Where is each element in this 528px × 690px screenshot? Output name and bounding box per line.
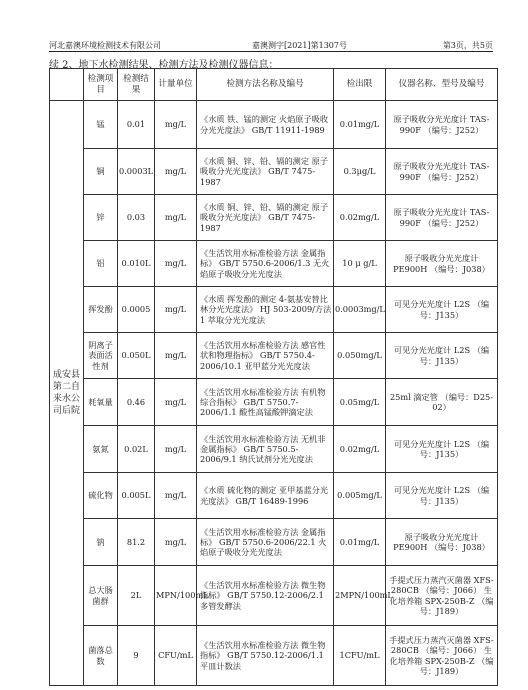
site-cell: 成安县第二自来水公司后院 [50,101,84,686]
limit-cell: 1CFU/mL [334,626,386,686]
result-cell: 81.2 [118,519,155,566]
method-cell: 《生活饮用水标准检验方法 有机物综合指标》 GB/T 5750.7-2006/1.1 酸性高锰酸钾滴定法 [197,379,334,426]
limit-cell: 0.05mg/L [334,379,386,426]
item-cell: 锰 [84,101,118,149]
limit-cell: 0.0003mg/L [334,287,386,333]
method-cell: 《生活饮用水标准检验方法 感官性状和物理指标》 GB/T 5750.4-2006/10.1 亚甲蓝分光光度法 [197,333,334,379]
item-cell: 氨氮 [84,426,118,473]
instrument-cell: 25ml 滴定管 （编号：D25-02） [386,379,498,426]
header-cell-result: 检测结果 [118,69,155,101]
unit-cell: mg/L [155,426,197,473]
result-cell: 0.010L [118,241,155,287]
instrument-cell: 可见分光光度计 L2S （编号：J135） [386,333,498,379]
header-cell-unit: 计量单位 [155,69,197,101]
unit-cell: mg/L [155,519,197,566]
unit-cell: mg/L [155,241,197,287]
unit-cell: mg/L [155,195,197,241]
unit-cell: mg/L [155,287,197,333]
table-row [50,519,498,566]
result-cell: 0.46 [118,379,155,426]
instrument-cell: 原子吸收分光光度计 TAS-990F （编号：J252） [386,101,498,149]
limit-cell: 0.005mg/L [334,473,386,519]
result-cell: 0.050L [118,333,155,379]
table-row [50,566,498,626]
section-title: 续 2、地下水检测结果、检测方法及检测仪器信息： [49,60,279,71]
limit-cell: 0.3μg/L [334,149,386,195]
table-header-row [50,69,498,101]
method-cell: 《生活饮用水标准检验方法 金属指标》 GB/T 5750.6-2006/22.1 火焰原子吸收分光光度法 [197,519,334,566]
item-cell: 铜 [84,149,118,195]
table-row [50,426,498,473]
item-cell: 挥发酚 [84,287,118,333]
instrument-cell: 原子吸收分光光度计 PE900H （编号：J038） [386,519,498,566]
page-header [49,39,493,52]
method-cell: 《水质 铁、锰的测定 火焰原子吸收分光光度法》 GB/T 11911-1989 [197,101,334,149]
header-cell-method: 检测方法名称及编号 [197,69,334,101]
result-cell: 0.0005 [118,287,155,333]
item-cell: 钠 [84,519,118,566]
limit-cell: 2MPN/100mL [334,566,386,626]
unit-cell: mg/L [155,149,197,195]
instrument-cell: 原子吸收分光光度计 PE900H （编号：J038） [386,241,498,287]
table-row [50,473,498,519]
report-number: 嘉澳测字[2021]第1307号 [252,41,347,50]
method-cell: 《生活饮用水标准检验方法 无机非金属指标》 GB/T 5750.5-2006/9.1 纳氏试剂分光光度法 [197,426,334,473]
limit-cell: 0.02mg/L [334,426,386,473]
unit-cell: CFU/mL [155,626,197,686]
unit-cell: mg/L [155,101,197,149]
instrument-cell: 可见分光光度计 L2S （编号：J135） [386,426,498,473]
table-row [50,626,498,686]
method-cell: 《生活饮用水标准检验方法 微生物指标》 GB/T 5750.12-2006/2.1 多管发酵法 [197,566,334,626]
results-table [49,68,498,686]
unit-cell: mg/L [155,333,197,379]
unit-cell: mg/L [155,473,197,519]
method-cell: 《生活饮用水标准检验方法 金属指标》 GB/T 5750.6-2006/1.3 无火焰原子吸收分光光度法 [197,241,334,287]
instrument-cell: 可见分光光度计 L2S （编号：J135） [386,287,498,333]
result-cell: 2L [118,566,155,626]
result-cell: 9 [118,626,155,686]
table-row [50,241,498,287]
method-cell: 《水质 挥发酚的测定 4-氨基安替比林分光光度法》 HJ 503-2009/方法 1 萃取分光光度法 [197,287,334,333]
page-number: 第3页，共5页 [442,41,493,50]
result-cell: 0.0003L [118,149,155,195]
limit-cell: 0.01mg/L [334,519,386,566]
item-cell: 阴离子表面活性剂 [84,333,118,379]
table-row [50,195,498,241]
item-cell: 锌 [84,195,118,241]
header-cell-limit: 检出限 [334,69,386,101]
result-cell: 0.02L [118,426,155,473]
method-cell: 《水质 铜、锌、铅、镉的测定 原子吸收分光光度法》 GB/T 7475-1987 [197,149,334,195]
header-cell-instrument: 仪器名称、型号及编号 [386,69,498,101]
limit-cell: 10 μ g/L [334,241,386,287]
header-cell-blank [50,69,84,101]
item-cell: 耗氧量 [84,379,118,426]
limit-cell: 0.02mg/L [334,195,386,241]
instrument-cell: 原子吸收分光光度计 TAS-990F （编号：J252） [386,195,498,241]
limit-cell: 0.01mg/L [334,101,386,149]
table-row [50,287,498,333]
table-row [50,149,498,195]
table-row [50,101,498,149]
table-row [50,379,498,426]
item-cell: 铝 [84,241,118,287]
method-cell: 《水质 硫化物的测定 亚甲基蓝分光光度法》 GB/T 16489-1996 [197,473,334,519]
item-cell: 菌落总数 [84,626,118,686]
method-cell: 《水质 铜、锌、铅、镉的测定 原子吸收分光光度法》 GB/T 7475-1987 [197,195,334,241]
table-row [50,333,498,379]
unit-cell: mg/L [155,379,197,426]
instrument-cell: 手提式压力蒸汽灭菌器 XFS-280CB （编号：J066） 生化培养箱 SPX-250B-Z （编号：J189） [386,626,498,686]
limit-cell: 0.050mg/L [334,333,386,379]
unit-cell: MPN/100mL [155,566,197,626]
instrument-cell: 可见分光光度计 L2S （编号：J135） [386,473,498,519]
result-cell: 0.01 [118,101,155,149]
result-cell: 0.005L [118,473,155,519]
item-cell: 总大肠菌群 [84,566,118,626]
instrument-cell: 手提式压力蒸汽灭菌器 XFS-280CB （编号：J066） 生化培养箱 SPX-250B-Z （编号：J189） [386,566,498,626]
result-cell: 0.03 [118,195,155,241]
instrument-cell: 原子吸收分光光度计 TAS-990F （编号：J252） [386,149,498,195]
company-name: 河北嘉澳环境检测技术有限公司 [49,41,161,50]
method-cell: 《生活饮用水标准检验方法 微生物指标》 GB/T 5750.12-2006/1.1 平皿计数法 [197,626,334,686]
header-cell-item: 检测项目 [84,69,118,101]
item-cell: 硫化物 [84,473,118,519]
